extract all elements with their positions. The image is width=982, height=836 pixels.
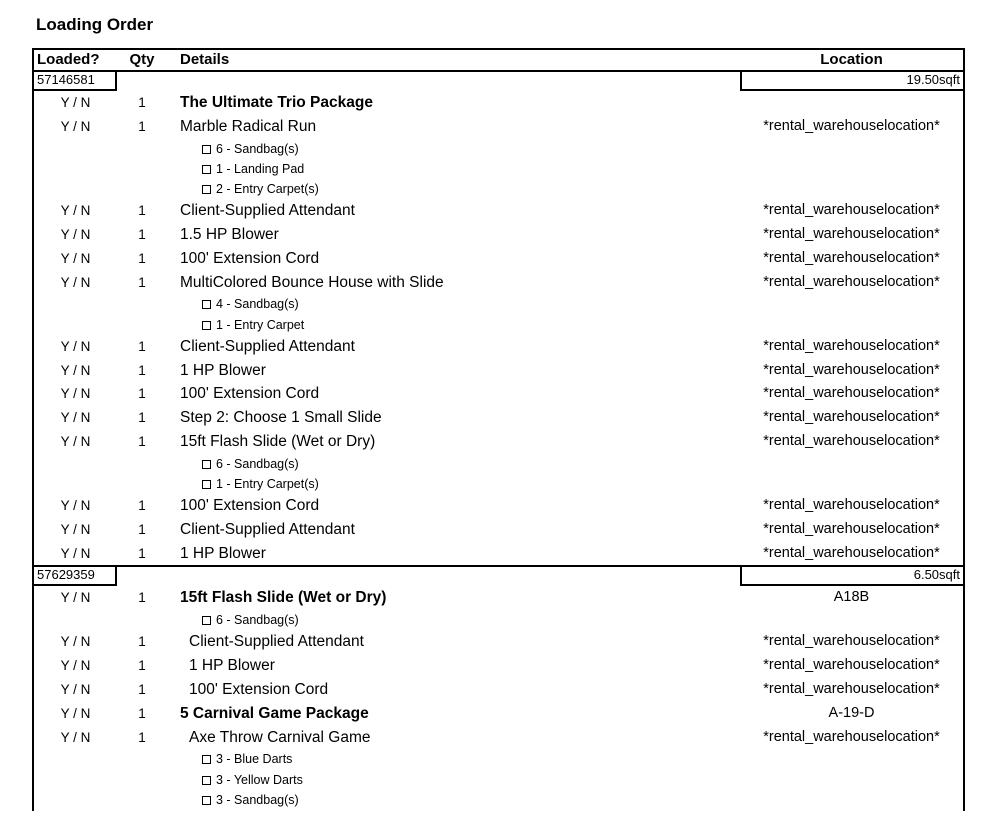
accessory-location-spacer [740, 610, 963, 630]
item-details: Axe Throw Carnival Game [189, 728, 371, 746]
accessory-loaded-spacer [34, 474, 117, 494]
accessory-label: 3 - Yellow Darts [216, 772, 303, 787]
item-details: Client-Supplied Attendant [180, 520, 355, 538]
loaded-yn-value: Y / N [60, 386, 91, 402]
accessory-row [34, 454, 963, 474]
item-details: Client-Supplied Attendant [189, 633, 364, 651]
table-header-row [34, 50, 963, 70]
item-details: The Ultimate Trio Package [180, 94, 373, 111]
loaded-yn-value: Y / N [60, 521, 91, 537]
qty-value: 1 [138, 433, 146, 449]
item-location: *rental_warehouselocation* [763, 728, 940, 745]
item-location: *rental_warehouselocation* [763, 361, 940, 378]
accessory-loaded-spacer [34, 315, 117, 335]
column-header-loaded: Loaded? [37, 51, 100, 68]
loaded-yn-value: Y / N [60, 338, 91, 354]
order-group [34, 70, 963, 565]
item-location: *rental_warehouselocation* [763, 681, 940, 698]
table-row [34, 115, 963, 139]
item-details: 100' Extension Cord [180, 385, 320, 403]
item-location: *rental_warehouselocation* [763, 202, 940, 219]
qty-value: 1 [138, 226, 146, 242]
qty-value: 1 [138, 545, 146, 561]
accessory-location-spacer [740, 179, 963, 199]
table-row [34, 430, 963, 454]
item-details: 5 Carnival Game Package [180, 704, 369, 722]
loaded-yn-value: Y / N [60, 682, 91, 698]
accessory-label: 3 - Blue Darts [216, 752, 293, 767]
item-details: 1 HP Blower [180, 361, 266, 379]
checkbox-icon [202, 145, 211, 154]
item-details: 100' Extension Cord [180, 249, 320, 267]
loaded-yn-value: Y / N [60, 433, 91, 449]
order-area-sqft: 19.50sqft [740, 72, 963, 91]
accessory-qty-spacer [117, 159, 167, 179]
loaded-yn-value: Y / N [60, 95, 91, 110]
accessory-row [34, 315, 963, 335]
item-details: Client-Supplied Attendant [180, 337, 355, 355]
item-location: *rental_warehouselocation* [763, 385, 940, 402]
item-location: *rental_warehouselocation* [763, 225, 940, 242]
qty-value: 1 [138, 338, 146, 354]
table-row [34, 91, 963, 115]
table-row [34, 406, 963, 430]
qty-value: 1 [138, 682, 146, 698]
qty-value: 1 [138, 498, 146, 514]
accessory-row [34, 770, 963, 790]
accessory-loaded-spacer [34, 770, 117, 790]
checkbox-icon [202, 460, 211, 469]
checkbox-icon [202, 321, 211, 330]
column-header-location: Location [820, 51, 883, 68]
item-location: *rental_warehouselocation* [763, 249, 940, 266]
qty-value: 1 [138, 590, 146, 606]
accessory-loaded-spacer [34, 159, 117, 179]
item-location: A18B [833, 589, 870, 606]
accessory-location-spacer [740, 159, 963, 179]
table-row [34, 726, 963, 750]
order-number: 57629359 [34, 567, 117, 586]
loaded-yn-value: Y / N [60, 226, 91, 242]
accessory-location-spacer [740, 294, 963, 314]
loaded-yn-value: Y / N [60, 118, 91, 134]
table-row [34, 678, 963, 702]
accessory-location-spacer [740, 790, 963, 810]
item-details: 1 HP Blower [189, 657, 275, 675]
item-location: *rental_warehouselocation* [763, 117, 940, 134]
accessory-location-spacer [740, 770, 963, 790]
accessory-location-spacer [740, 474, 963, 494]
order-row-spacer [117, 567, 740, 586]
item-details: Marble Radical Run [180, 117, 317, 135]
qty-value: 1 [138, 203, 146, 219]
item-details: 1 HP Blower [180, 544, 266, 562]
item-details: 15ft Flash Slide (Wet or Dry) [180, 432, 376, 450]
table-row [34, 223, 963, 247]
accessory-qty-spacer [117, 294, 167, 314]
accessory-loaded-spacer [34, 454, 117, 474]
item-location: *rental_warehouselocation* [763, 497, 940, 514]
qty-value: 1 [138, 386, 146, 402]
qty-value: 1 [138, 521, 146, 537]
accessory-label: 1 - Entry Carpet(s) [216, 476, 319, 491]
accessory-label: 6 - Sandbag(s) [216, 141, 299, 156]
order-summary-row [34, 567, 963, 586]
item-location [740, 91, 963, 115]
item-location: *rental_warehouselocation* [763, 633, 940, 650]
item-details: 100' Extension Cord [180, 497, 320, 515]
table-row [34, 542, 963, 566]
table-row [34, 630, 963, 654]
accessory-label: 1 - Entry Carpet [216, 317, 305, 332]
table-row [34, 494, 963, 518]
loaded-yn-value: Y / N [60, 498, 91, 514]
accessory-qty-spacer [117, 610, 167, 630]
table-row [34, 359, 963, 383]
loaded-yn-value: Y / N [60, 250, 91, 266]
accessory-loaded-spacer [34, 139, 117, 159]
column-header-qty: Qty [129, 51, 155, 68]
table-row [34, 247, 963, 271]
table-row [34, 518, 963, 542]
item-location: *rental_warehouselocation* [763, 657, 940, 674]
checkbox-icon [202, 480, 211, 489]
loaded-yn-value: Y / N [60, 658, 91, 674]
accessory-qty-spacer [117, 474, 167, 494]
qty-value: 1 [138, 729, 146, 745]
accessory-location-spacer [740, 454, 963, 474]
accessory-row [34, 294, 963, 314]
accessory-row [34, 474, 963, 494]
qty-value: 1 [138, 118, 146, 134]
order-area-sqft: 6.50sqft [740, 567, 963, 586]
checkbox-icon [202, 776, 211, 785]
loaded-yn-value: Y / N [60, 634, 91, 650]
accessory-label: 1 - Landing Pad [216, 161, 305, 176]
table-row [34, 702, 963, 726]
accessory-loaded-spacer [34, 610, 117, 630]
item-details: MultiColored Bounce House with Slide [180, 273, 444, 291]
accessory-qty-spacer [117, 790, 167, 810]
table-row [34, 271, 963, 295]
checkbox-icon [202, 616, 211, 625]
accessory-qty-spacer [117, 315, 167, 335]
table-row [34, 654, 963, 678]
accessory-loaded-spacer [34, 749, 117, 769]
accessory-loaded-spacer [34, 790, 117, 810]
accessory-loaded-spacer [34, 294, 117, 314]
qty-value: 1 [138, 658, 146, 674]
accessory-location-spacer [740, 749, 963, 769]
qty-value: 1 [138, 634, 146, 650]
loaded-yn-value: Y / N [60, 590, 91, 606]
item-location: *rental_warehouselocation* [763, 432, 940, 449]
accessory-label: 4 - Sandbag(s) [216, 297, 299, 312]
accessory-label: 6 - Sandbag(s) [216, 456, 299, 471]
accessory-qty-spacer [117, 179, 167, 199]
loaded-yn-value: Y / N [60, 362, 91, 378]
qty-value: 1 [138, 705, 146, 721]
table-row [34, 586, 963, 610]
item-location: *rental_warehouselocation* [763, 273, 940, 290]
qty-value: 1 [138, 410, 146, 426]
checkbox-icon [202, 165, 211, 174]
table-row [34, 382, 963, 406]
checkbox-icon [202, 185, 211, 194]
column-header-details: Details [180, 51, 230, 68]
order-row-spacer [117, 72, 740, 91]
accessory-label: 6 - Sandbag(s) [216, 613, 299, 628]
accessory-row [34, 749, 963, 769]
loaded-yn-value: Y / N [60, 729, 91, 745]
page-title: Loading Order [36, 15, 154, 34]
accessory-qty-spacer [117, 770, 167, 790]
qty-value: 1 [138, 250, 146, 266]
accessory-row [34, 790, 963, 810]
accessory-row [34, 159, 963, 179]
item-details: 15ft Flash Slide (Wet or Dry) [180, 589, 387, 607]
checkbox-icon [202, 755, 211, 764]
loaded-yn-value: Y / N [60, 274, 91, 290]
loaded-yn-value: Y / N [60, 203, 91, 219]
qty-value: 1 [138, 362, 146, 378]
accessory-label: 3 - Sandbag(s) [216, 792, 299, 807]
qty-value: 1 [138, 274, 146, 290]
checkbox-icon [202, 300, 211, 309]
accessory-loaded-spacer [34, 179, 117, 199]
loaded-yn-value: Y / N [60, 410, 91, 426]
order-number: 57146581 [34, 72, 117, 91]
item-location: *rental_warehouselocation* [763, 520, 940, 537]
accessory-qty-spacer [117, 749, 167, 769]
accessory-row [34, 179, 963, 199]
table-row [34, 335, 963, 359]
accessory-location-spacer [740, 315, 963, 335]
loaded-yn-value: Y / N [60, 545, 91, 561]
accessory-label: 2 - Entry Carpet(s) [216, 181, 319, 196]
accessory-qty-spacer [117, 139, 167, 159]
item-location: A-19-D [828, 704, 875, 721]
loaded-yn-value: Y / N [60, 705, 91, 721]
order-summary-row [34, 72, 963, 91]
accessory-row [34, 610, 963, 630]
loading-order-table [32, 48, 965, 811]
table-row [34, 199, 963, 223]
item-location: *rental_warehouselocation* [763, 409, 940, 426]
item-details: 1.5 HP Blower [180, 225, 279, 243]
order-group [34, 565, 963, 810]
accessory-qty-spacer [117, 454, 167, 474]
accessory-location-spacer [740, 139, 963, 159]
item-details: 100' Extension Cord [189, 681, 329, 699]
accessory-row [34, 139, 963, 159]
item-location: *rental_warehouselocation* [763, 337, 940, 354]
item-details: Step 2: Choose 1 Small Slide [180, 409, 382, 427]
checkbox-icon [202, 796, 211, 805]
item-location: *rental_warehouselocation* [763, 544, 940, 561]
qty-value: 1 [138, 95, 146, 110]
item-details: Client-Supplied Attendant [180, 202, 355, 220]
